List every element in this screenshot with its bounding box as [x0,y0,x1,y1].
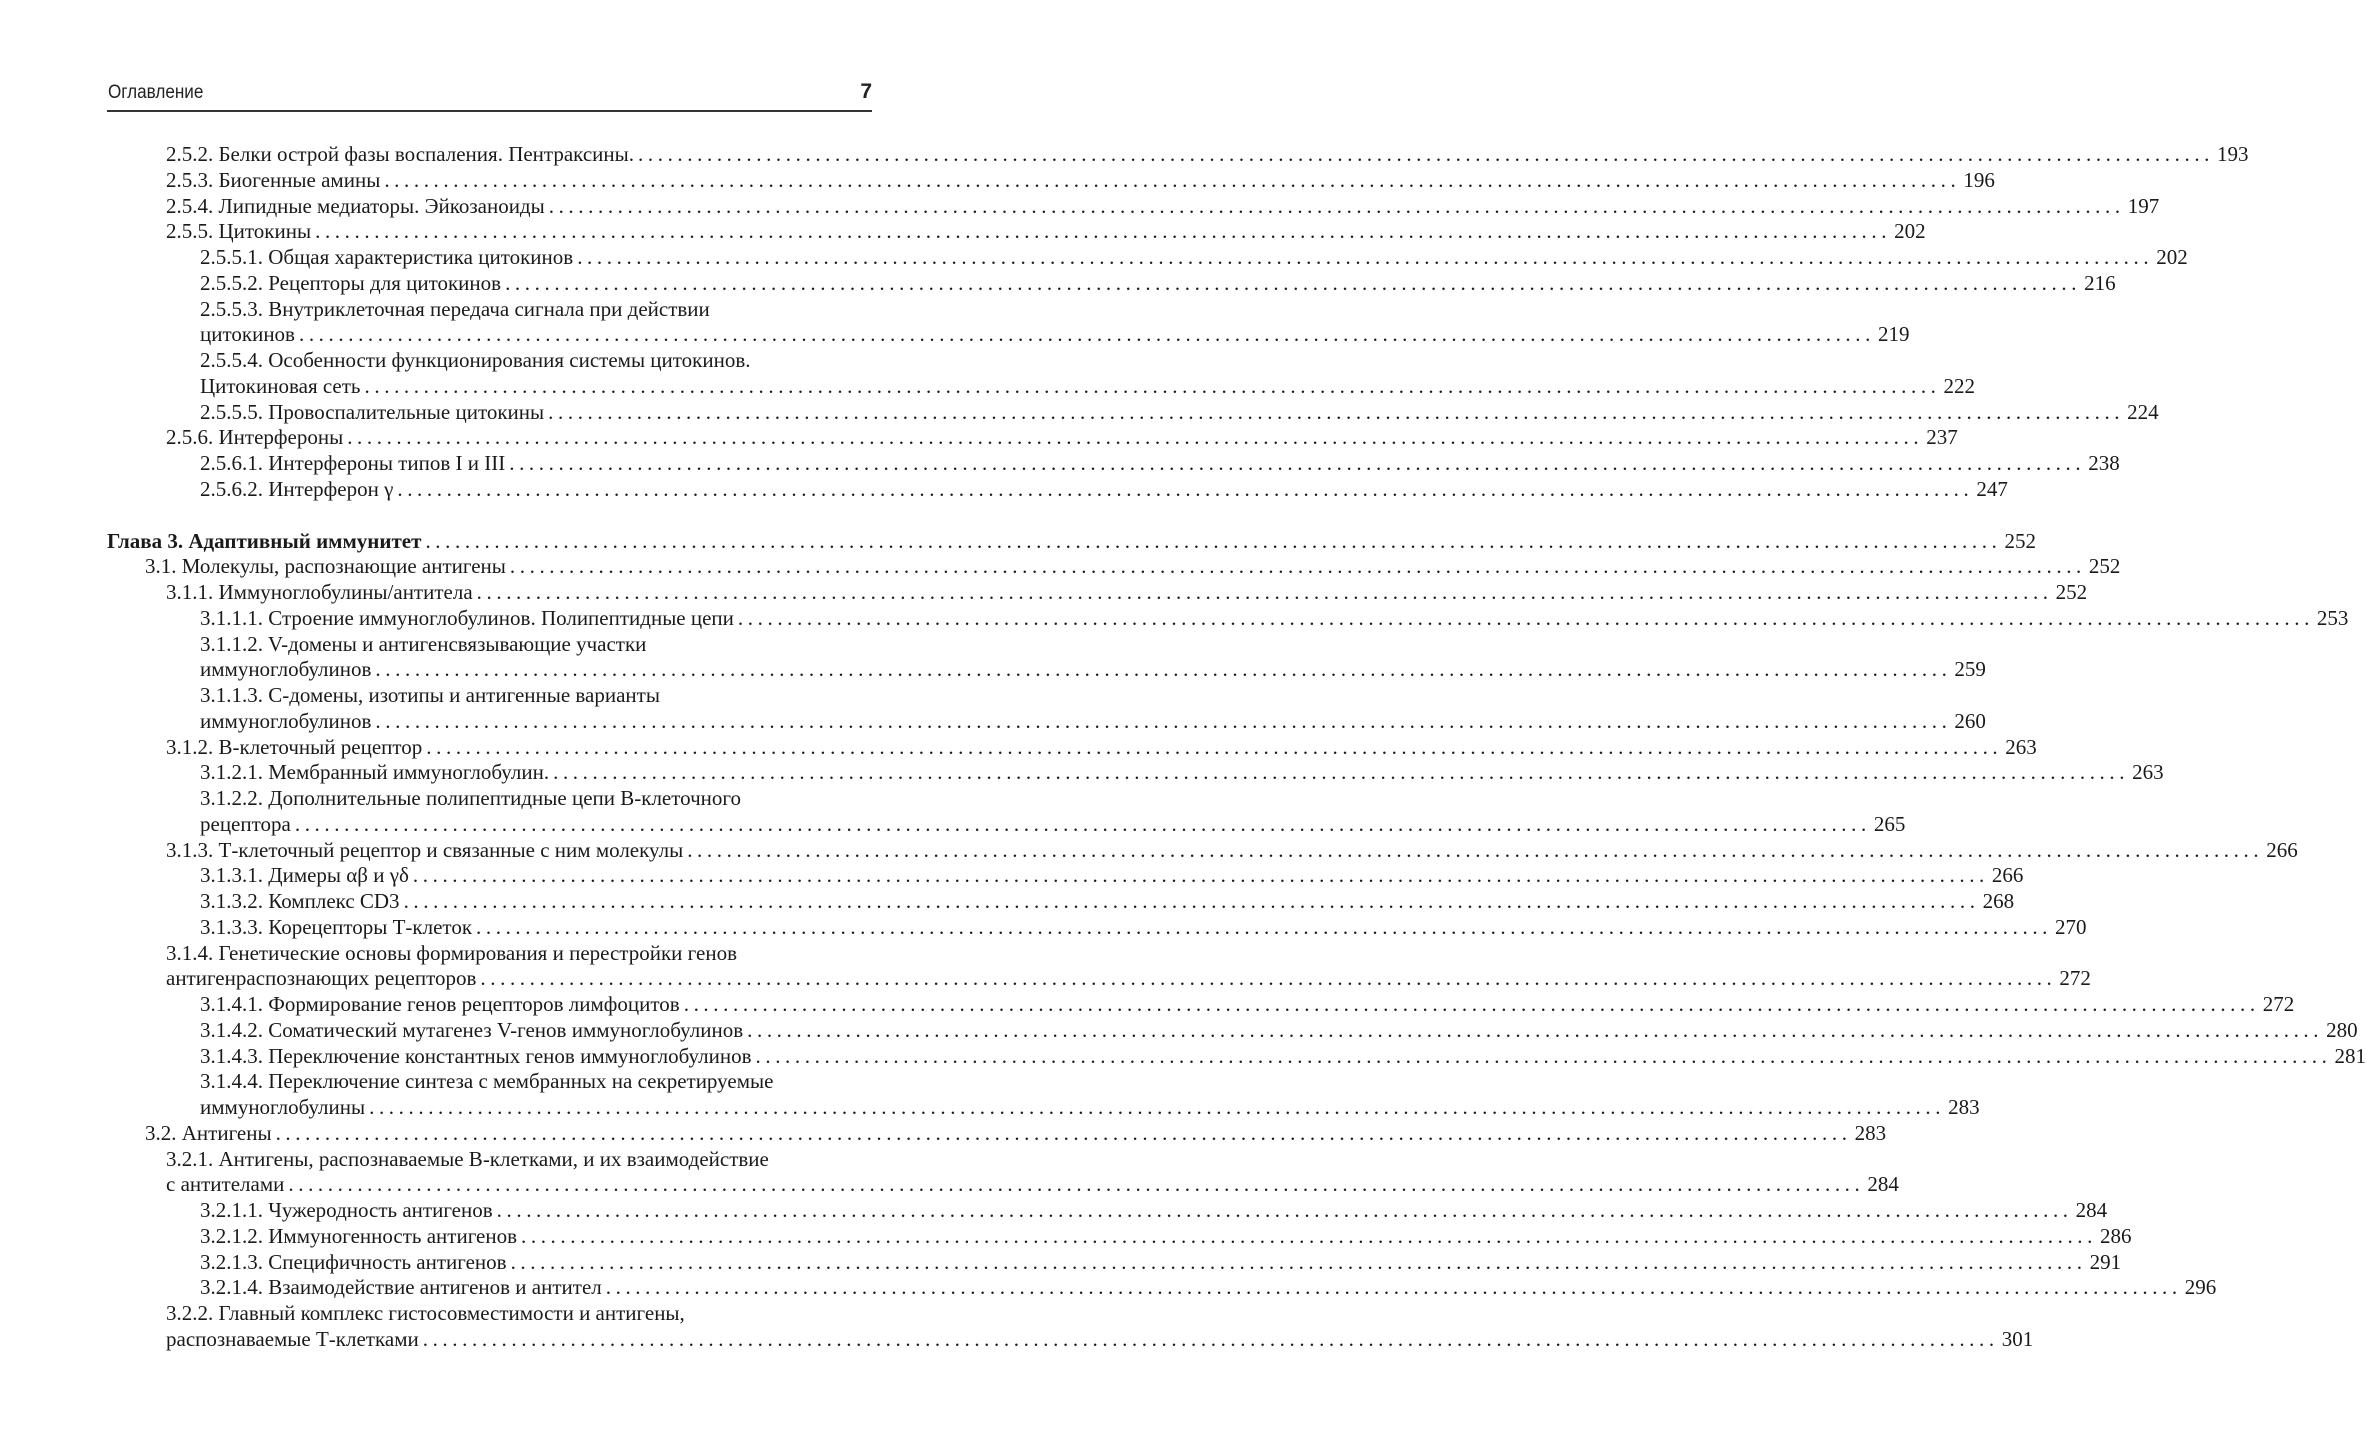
toc-page-number: 259 [1954,657,1986,682]
toc-page-number: 284 [2075,1198,2108,1222]
dot-leader: ................................................................................................................................................................ [605,1275,2182,1300]
toc-entry[interactable] [0,1301,2034,1353]
toc-entry-title: 3.1.1.1. Строение иммуноглобулинов. Полипептидные цепи [200,605,734,630]
toc-page-number: 237 [1926,425,1958,450]
toc-entry[interactable] [0,1043,2366,1070]
dot-leader: ................................................................................................................................................................ [347,425,1924,450]
toc-entry[interactable] [0,1198,2108,1224]
toc-entry-title: 3.1.2. В-клеточный рецептор [166,734,423,759]
toc-page-number: 216 [2084,270,2116,295]
toc-entry-title: 3.1.4.4. Переключение синтеза с мембранных на секретируемые [200,1069,774,1094]
toc-entry-title: 3.1.3.2. Комплекс CD3 [200,889,400,913]
toc-entry-title: 2.5.6. Интерфероны [166,425,344,450]
toc-line [0,142,2249,168]
toc-line [0,270,2116,297]
dot-leader: ................................................................................................................................................................ [375,708,1952,733]
toc-entry-title: 3.1.4. Генетические основы формирования и перестройки генов [166,940,737,965]
dot-leader: ................................................................................................................................................................ [496,1198,2073,1222]
dot-leader: ................................................................................................................................................................ [687,837,2264,862]
toc-entry-title: 3.1.1. Иммуноглобулины/антитела [166,580,473,604]
dot-leader: ................................................................................................................................................................ [638,142,2215,166]
dot-leader: ................................................................................................................................................................ [422,1326,1999,1351]
toc-entry[interactable] [0,605,2349,632]
toc-page-number: 196 [1963,167,1995,192]
toc-entry-title: 2.5.6.1. Интерфероны типов I и III [200,451,506,475]
toc-line [0,992,2295,1018]
toc-page-number: 202 [1894,219,1926,244]
toc-page-number: 197 [2127,193,2160,218]
toc-page-number: 263 [2132,760,2164,785]
toc-page-number: 291 [2089,1249,2122,1274]
toc-entry[interactable] [0,425,1958,451]
toc-entry-title: 2.5.5.4. Особенности функционирования системы цитокинов. [200,348,751,372]
dot-leader: ................................................................................................................................................................ [298,322,1875,347]
dot-leader: ................................................................................................................................................................ [747,1017,2324,1042]
dot-leader: ................................................................................................................................................................ [476,914,2053,939]
toc-entry-title: 2.5.5.5. Провоспалительные цитокины [200,399,545,424]
toc-entry[interactable] [0,1069,1980,1121]
toc-entry[interactable] [0,554,2121,580]
toc-entry-title: 2.5.6.2. Интерферон γ [200,476,394,501]
toc-entry-title: 3.2.1.2. Иммуногенность антигенов [200,1223,517,1248]
dot-leader: ................................................................................................................................................................ [509,451,2086,475]
dot-leader: ................................................................................................................................................................ [294,811,1871,836]
toc-entry-title: иммуноглобулины [200,1095,366,1119]
dot-leader: ................................................................................................................................................................ [288,1172,1865,1197]
toc-line [0,1147,1000,1173]
toc-entry-title: 3.1.4.2. Соматический мутагенез V-генов иммуноглобулинов [200,1017,744,1042]
toc-page-number: 238 [2088,451,2120,475]
toc-line [0,837,2298,864]
toc-entry-title: цитокинов [200,322,295,347]
toc-entry-title: 2.5.5.3. Внутриклеточная передача сигнала при действии [200,296,710,321]
toc-entry-title: 3.1.4.1. Формирование генов рецепторов лимфоцитов [200,992,680,1016]
dot-leader: ................................................................................................................................................................ [412,863,1989,888]
toc-entry[interactable] [0,1146,1899,1199]
dot-leader: ................................................................................................................................................................ [275,1120,1852,1145]
toc-page-number: 222 [1943,373,1976,398]
toc-page-number: 283 [1948,1095,1980,1119]
toc-line [0,348,1000,374]
toc-entry[interactable] [0,580,2088,606]
toc-page-number: 253 [2316,605,2349,630]
toc-line [0,786,1000,812]
toc-page-number: 266 [2266,837,2298,862]
dot-leader: ................................................................................................................................................................ [397,476,1974,501]
toc-entry-title: 2.5.3. Биогенные амины [166,167,381,192]
dot-leader: ................................................................................................................................................................ [480,966,2057,991]
toc-page-number: 247 [1976,476,2008,501]
toc-line [0,605,2349,632]
toc-line [0,1223,2132,1250]
toc-entry[interactable] [0,1120,1887,1147]
toc-line [0,1172,1899,1198]
toc-entry-title: антигенраспознающих рецепторов [166,966,477,991]
toc-page-number: 260 [1954,708,1986,733]
toc-entry-title: 3.2.1.1. Чужеродность антигенов [200,1198,493,1222]
toc-line [0,528,2036,555]
toc-line [0,554,2121,580]
toc-page-number: 284 [1867,1172,1899,1197]
dot-leader: ................................................................................................................................................................ [425,528,2002,553]
toc-entry[interactable] [0,528,2036,555]
toc-entry[interactable] [0,760,2164,786]
toc-entry-title: с антителами [166,1172,285,1197]
toc-entry[interactable] [0,245,2188,271]
toc-entry-title: 3.1.3.3. Корецепторы Т-клеток [200,914,473,939]
toc-entry-title: 3.1.1.3. С-домены, изотипы и антигенные варианты [200,683,660,707]
toc-page-number: 193 [2217,142,2249,166]
toc-entry-title: 3.1.4.3. Переключение константных генов иммуноглобулинов [200,1043,752,1068]
toc-page-number: 296 [2184,1275,2217,1300]
toc-page-number: 280 [2326,1017,2358,1042]
dot-leader: ................................................................................................................................................................ [403,889,1980,913]
dot-leader: ................................................................................................................................................................ [737,605,2314,630]
toc-entry-title: 2.5.5. Цитокины [166,219,312,244]
toc-entry-title: 3.1.2.1. Мембранный иммуноглобулин. [200,760,550,785]
toc-entry[interactable] [0,296,1910,349]
toc-entry[interactable] [0,992,2295,1018]
toc-page-number: 268 [1982,889,2015,913]
toc-line [0,322,1910,348]
toc-page-number: 283 [1854,1120,1887,1145]
toc-entry-title: 3.1.3.1. Димеры αβ и γδ [200,863,409,888]
toc-line [0,451,2120,477]
toc-entry-title: 3.2.1. Антигены, распознаваемые В-клетками, и их взаимодействие [166,1146,769,1171]
dot-leader: ................................................................................................................................................................ [683,992,2260,1016]
dot-leader: ................................................................................................................................................................ [509,554,2086,579]
toc-page-number: 202 [2156,245,2188,269]
toc-entry-title: 3.2.1.3. Специфичность антигенов [200,1249,507,1274]
toc-entry-title: 3.2. Антигены [145,1120,272,1145]
toc-entry-title: иммуноглобулинов [200,657,372,682]
toc-line [0,1198,2108,1224]
toc-entry[interactable] [0,889,2015,915]
toc-line [0,811,1906,838]
dot-leader: ................................................................................................................................................................ [369,1095,1946,1119]
toc-entry[interactable] [0,1249,2122,1276]
page-number: 7 [860,80,872,103]
toc-entry[interactable] [0,940,2091,993]
toc-entry-title: 3.2.1.4. Взаимодействие антигенов и антител [200,1275,602,1300]
toc-line [0,1275,2217,1301]
toc-line [0,1326,2034,1353]
toc-entry[interactable] [0,270,2116,297]
toc-entry[interactable] [0,476,2008,503]
toc-line [0,425,1958,451]
toc-entry[interactable] [0,451,2120,477]
toc-page-number: 252 [2004,528,2036,553]
toc-line [0,1095,1980,1121]
dot-leader: ................................................................................................................................................................ [426,734,2003,759]
toc-entry[interactable] [0,142,2249,168]
toc-line [0,1301,1000,1327]
toc-page-number: 266 [1991,863,2024,888]
toc-entry-title: 2.5.5.2. Рецепторы для цитокинов [200,270,502,295]
toc-entry[interactable] [0,1017,2358,1044]
toc-entry[interactable] [0,863,2024,889]
toc-line [0,297,1000,323]
toc-entry[interactable] [0,399,2159,426]
toc-line [0,373,1976,400]
section-gap [0,503,1000,529]
toc-page-number: 252 [2088,554,2121,579]
toc-entry[interactable] [0,1275,2217,1301]
toc-entry[interactable] [0,786,1906,838]
toc-entry[interactable] [0,193,2160,220]
dot-leader: ................................................................................................................................................................ [553,760,2130,785]
toc-entry-title: 3.1. Молекулы, распознающие антигены [145,554,506,579]
dot-leader: ................................................................................................................................................................ [548,193,2125,218]
toc-line [0,708,1986,735]
toc-page-number: 265 [1873,811,1906,836]
dot-leader: ................................................................................................................................................................ [510,1249,2087,1274]
toc-page-number: 252 [2055,580,2088,604]
toc-line [0,219,1926,245]
toc-line [0,941,1000,967]
toc-entry[interactable] [0,219,1926,245]
toc-entry-title: 3.1.3. Т-клеточный рецептор и связанные с ним молекулы [166,837,684,862]
toc-line [0,1043,2366,1070]
toc-entry-title: 2.5.2. Белки острой фазы воспаления. Пентраксины. [166,142,635,166]
toc-entry[interactable] [0,631,1986,684]
toc-line [0,1120,1887,1147]
toc-page-number: 224 [2127,399,2159,424]
toc-entry-title: 3.1.1.2. V-домены и антигенсвязывающие участки [200,631,647,656]
toc-page-number: 272 [2262,992,2295,1016]
dot-leader: ................................................................................................................................................................ [476,580,2053,604]
toc-entry[interactable] [0,348,1976,400]
dot-leader: ................................................................................................................................................................ [375,657,1952,682]
dot-leader: ................................................................................................................................................................ [505,270,2082,295]
toc-line [0,580,2088,606]
toc-entry-title: 2.5.4. Липидные медиаторы. Эйкозаноиды [166,193,545,218]
toc-line [0,734,2037,761]
toc-entry[interactable] [0,914,2087,941]
toc-entry[interactable] [0,1223,2132,1250]
toc-line [0,683,1000,709]
toc-page-number: 263 [2005,734,2037,759]
toc-entry[interactable] [0,837,2298,864]
toc-line [0,399,2159,426]
dot-leader: ................................................................................................................................................................ [384,167,1961,192]
toc-entry-title: 3.1.2.2. Дополнительные полипептидные цепи В-клеточного [200,786,741,810]
toc-line [0,657,1986,683]
toc-entry[interactable] [0,167,1995,194]
toc-page-number: 219 [1877,322,1910,347]
toc-entry-title: рецептора [200,811,291,836]
dot-leader: ................................................................................................................................................................ [521,1223,2097,1248]
toc-entry-title: 3.2.2. Главный комплекс гистосовместимости и антигены, [166,1301,685,1325]
toc-entry[interactable] [0,683,1986,735]
toc-line [0,863,2024,889]
toc-line [0,167,1995,194]
toc-line [0,966,2091,992]
toc-entry-title: иммуноглобулинов [200,708,372,733]
toc-line [0,889,2015,915]
toc-line [0,476,2008,503]
toc-page-number: 270 [2055,914,2087,939]
dot-leader: ................................................................................................................................................................ [548,399,2125,424]
toc-line [0,1017,2358,1044]
header-rule [107,110,872,112]
toc-entry-title: Глава 3. Адаптивный иммунитет [107,528,422,553]
toc-line [0,914,2087,941]
toc-page-number: 286 [2100,1223,2132,1248]
toc-page-number: 272 [2059,966,2091,991]
dot-leader: ................................................................................................................................................................ [315,219,1892,244]
dot-leader: ................................................................................................................................................................ [755,1043,2332,1068]
table-of-contents [0,142,2366,1353]
toc-line [0,632,1000,658]
toc-page-number: 281 [2334,1043,2366,1068]
toc-line [0,245,2188,271]
dot-leader: ................................................................................................................................................................ [577,245,2154,269]
toc-entry-title: распознаваемые Т-клетками [166,1326,419,1351]
toc-entry-title: 2.5.5.1. Общая характеристика цитокинов [200,245,574,269]
toc-line [0,193,2160,220]
toc-line [0,1249,2122,1276]
dot-leader: ................................................................................................................................................................ [364,373,1941,398]
running-header-title: Оглавление [108,82,204,103]
toc-entry-title: Цитокиновая сеть [200,373,361,398]
toc-line [0,1069,1000,1095]
toc-entry[interactable] [0,734,2037,761]
toc-line [0,760,2164,786]
toc-page-number: 301 [2001,1326,2034,1351]
